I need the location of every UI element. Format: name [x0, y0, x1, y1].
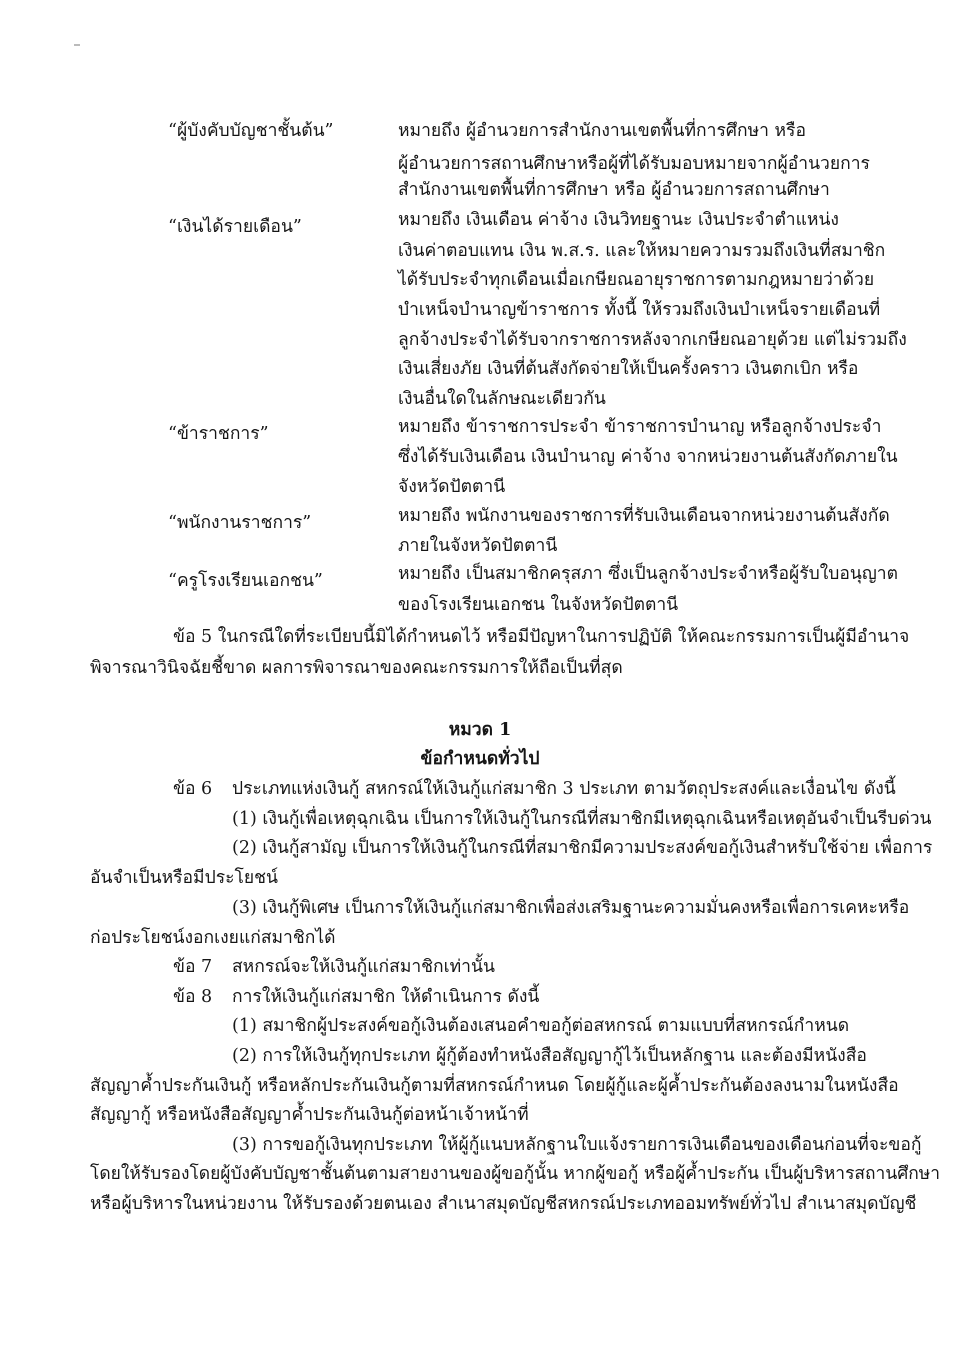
clause-item: สัญญาค้ำประกันเงินกู้ หรือหลักประกันเงินกู้ตามที่สหกรณ์กำหนด โดยผู้กู้และผู้ค้ำประกันต้องลงนามในหนังสือ: [90, 1076, 899, 1096]
clause-item: (3) การขอกู้เงินทุกประเภท ให้ผู้กู้แนบหลักฐานใบแจ้งรายการเงินเดือนของเดือนก่อนที่จะขอกู้: [232, 1135, 922, 1155]
definition-text: เงินค่าตอบแทน เงิน พ.ส.ร. และให้หมายความรวมถึงเงินที่สมาชิก: [398, 241, 886, 261]
clause-item: (1) สมาชิกผู้ประสงค์ขอกู้เงินต้องเสนอคำขอกู้ต่อสหกรณ์ ตามแบบที่สหกรณ์กำหนด: [232, 1016, 850, 1036]
definition-text: ของโรงเรียนเอกชน ในจังหวัดปัตตานี: [398, 595, 679, 615]
clause-text: สหกรณ์จะให้เงินกู้แก่สมาชิกเท่านั้น: [232, 957, 495, 977]
clause-item: ก่อประโยชน์งอกเงยแก่สมาชิกได้: [90, 928, 336, 948]
clause-5-line: พิจารณาวินิจฉัยชี้ขาด ผลการพิจารณาของคณะกรรมการให้ถือเป็นที่สุด: [90, 658, 623, 678]
clause-item: (1) เงินกู้เพื่อเหตุฉุกเฉิน เป็นการให้เงินกู้ในกรณีที่สมาชิกมีเหตุฉุกเฉินหรือเหตุอันจำเป็นรีบด่วน: [232, 809, 932, 829]
definition-text: เงินอื่นใดในลักษณะเดียวกัน: [398, 389, 606, 409]
definition-text: เงินเสี่ยงภัย เงินที่ต้นสังกัดจ่ายให้เป็นครั้งคราว เงินตกเบิก หรือ: [398, 359, 859, 379]
clause-item: อันจำเป็นหรือมีประโยชน์: [90, 868, 278, 888]
definition-text: ภายในจังหวัดปัตตานี: [398, 536, 558, 556]
definition-term: “พนักงานราชการ”: [168, 513, 312, 533]
scan-mark: [74, 44, 80, 46]
clause-item: (2) เงินกู้สามัญ เป็นการให้เงินกู้ในกรณีที่สมาชิกมีความประสงค์ขอกู้เงินสำหรับใช้จ่าย เพื่อการ: [232, 838, 933, 858]
definition-term: “เงินได้รายเดือน”: [168, 217, 302, 237]
clause-item: โดยให้รับรองโดยผู้บังคับบัญชาชั้นต้นตามสายงานของผู้ขอกู้นั้น หากผู้ขอกู้ หรือผู้ค้ำประกัน เป็นผู้บริหารสถานศึกษา: [90, 1164, 941, 1184]
definition-text: ผู้อำนวยการสถานศึกษาหรือผู้ที่ได้รับมอบหมายจากผู้อำนวยการ: [398, 154, 870, 174]
chapter-title: ข้อกำหนดทั่วไป: [420, 749, 540, 769]
definition-text: บำเหน็จบำนาญข้าราชการ ทั้งนี้ ให้รวมถึงเงินบำเหน็จรายเดือนที่: [398, 300, 881, 320]
chapter-heading: หมวด 1: [448, 720, 512, 740]
definition-term: “ครูโรงเรียนเอกชน”: [168, 571, 323, 591]
definition-text: ลูกจ้างประจำได้รับจากราชการหลังจากเกษียณอายุด้วย แต่ไม่รวมถึง: [398, 330, 907, 350]
clause-item: (2) การให้เงินกู้ทุกประเภท ผู้กู้ต้องทำหนังสือสัญญากู้ไว้เป็นหลักฐาน และต้องมีหนังสือ: [232, 1046, 867, 1066]
definition-text: จังหวัดปัตตานี: [398, 477, 506, 497]
definition-text: สำนักงานเขตพื้นที่การศึกษา หรือ ผู้อำนวยการสถานศึกษา: [398, 180, 830, 200]
clause-item: สัญญากู้ หรือหนังสือสัญญาค้ำประกันเงินกู้ต่อหน้าเจ้าหน้าที่: [90, 1105, 529, 1125]
clause-item: หรือผู้บริหารในหน่วยงาน ให้รับรองด้วยตนเอง สำเนาสมุดบัญชีสหกรณ์ประเภทออมทรัพย์ทั่วไป สำเนาสมุดบัญชี: [90, 1194, 917, 1214]
clause-item: (3) เงินกู้พิเศษ เป็นการให้เงินกู้แก่สมาชิกเพื่อส่งเสริมฐานะความมั่นคงหรือเพื่อการเคหะหรือ: [232, 898, 910, 918]
clause-number: ข้อ 7: [173, 957, 213, 977]
clause-text: ประเภทแห่งเงินกู้ สหกรณ์ให้เงินกู้แก่สมาชิก 3 ประเภท ตามวัตถุประสงค์และเงื่อนไข ดังนี้: [232, 779, 896, 799]
definition-text: หมายถึง ผู้อำนวยการสำนักงานเขตพื้นที่การศึกษา หรือ: [398, 121, 806, 141]
definition-text: ได้รับประจำทุกเดือนเมื่อเกษียณอายุราชการตามกฎหมายว่าด้วย: [398, 270, 875, 290]
clause-number: ข้อ 8: [173, 987, 213, 1007]
definition-text: หมายถึง เป็นสมาชิกครุสภา ซึ่งเป็นลูกจ้างประจำหรือผู้รับใบอนุญาต: [398, 564, 898, 584]
definition-term: “ผู้บังคับบัญชาชั้นต้น”: [168, 121, 334, 141]
definition-term: “ข้าราชการ”: [168, 424, 269, 444]
definition-text: ซึ่งได้รับเงินเดือน เงินบำนาญ ค่าจ้าง จากหน่วยงานต้นสังกัดภายใน: [398, 447, 898, 467]
clause-number: ข้อ 6: [173, 779, 213, 799]
clause-5-line: ข้อ 5 ในกรณีใดที่ระเบียบนี้มิได้กำหนดไว้ หรือมีปัญหาในการปฏิบัติ ให้คณะกรรมการเป็นผู้มีอำนาจ: [173, 627, 910, 647]
definition-text: หมายถึง เงินเดือน ค่าจ้าง เงินวิทยฐานะ เงินประจำตำแหน่ง: [398, 210, 839, 230]
clause-text: การให้เงินกู้แก่สมาชิก ให้ดำเนินการ ดังนี้: [232, 987, 540, 1007]
definition-text: หมายถึง พนักงานของราชการที่รับเงินเดือนจากหน่วยงานต้นสังกัด: [398, 506, 890, 526]
definition-text: หมายถึง ข้าราชการประจำ ข้าราชการบำนาญ หรือลูกจ้างประจำ: [398, 417, 882, 437]
